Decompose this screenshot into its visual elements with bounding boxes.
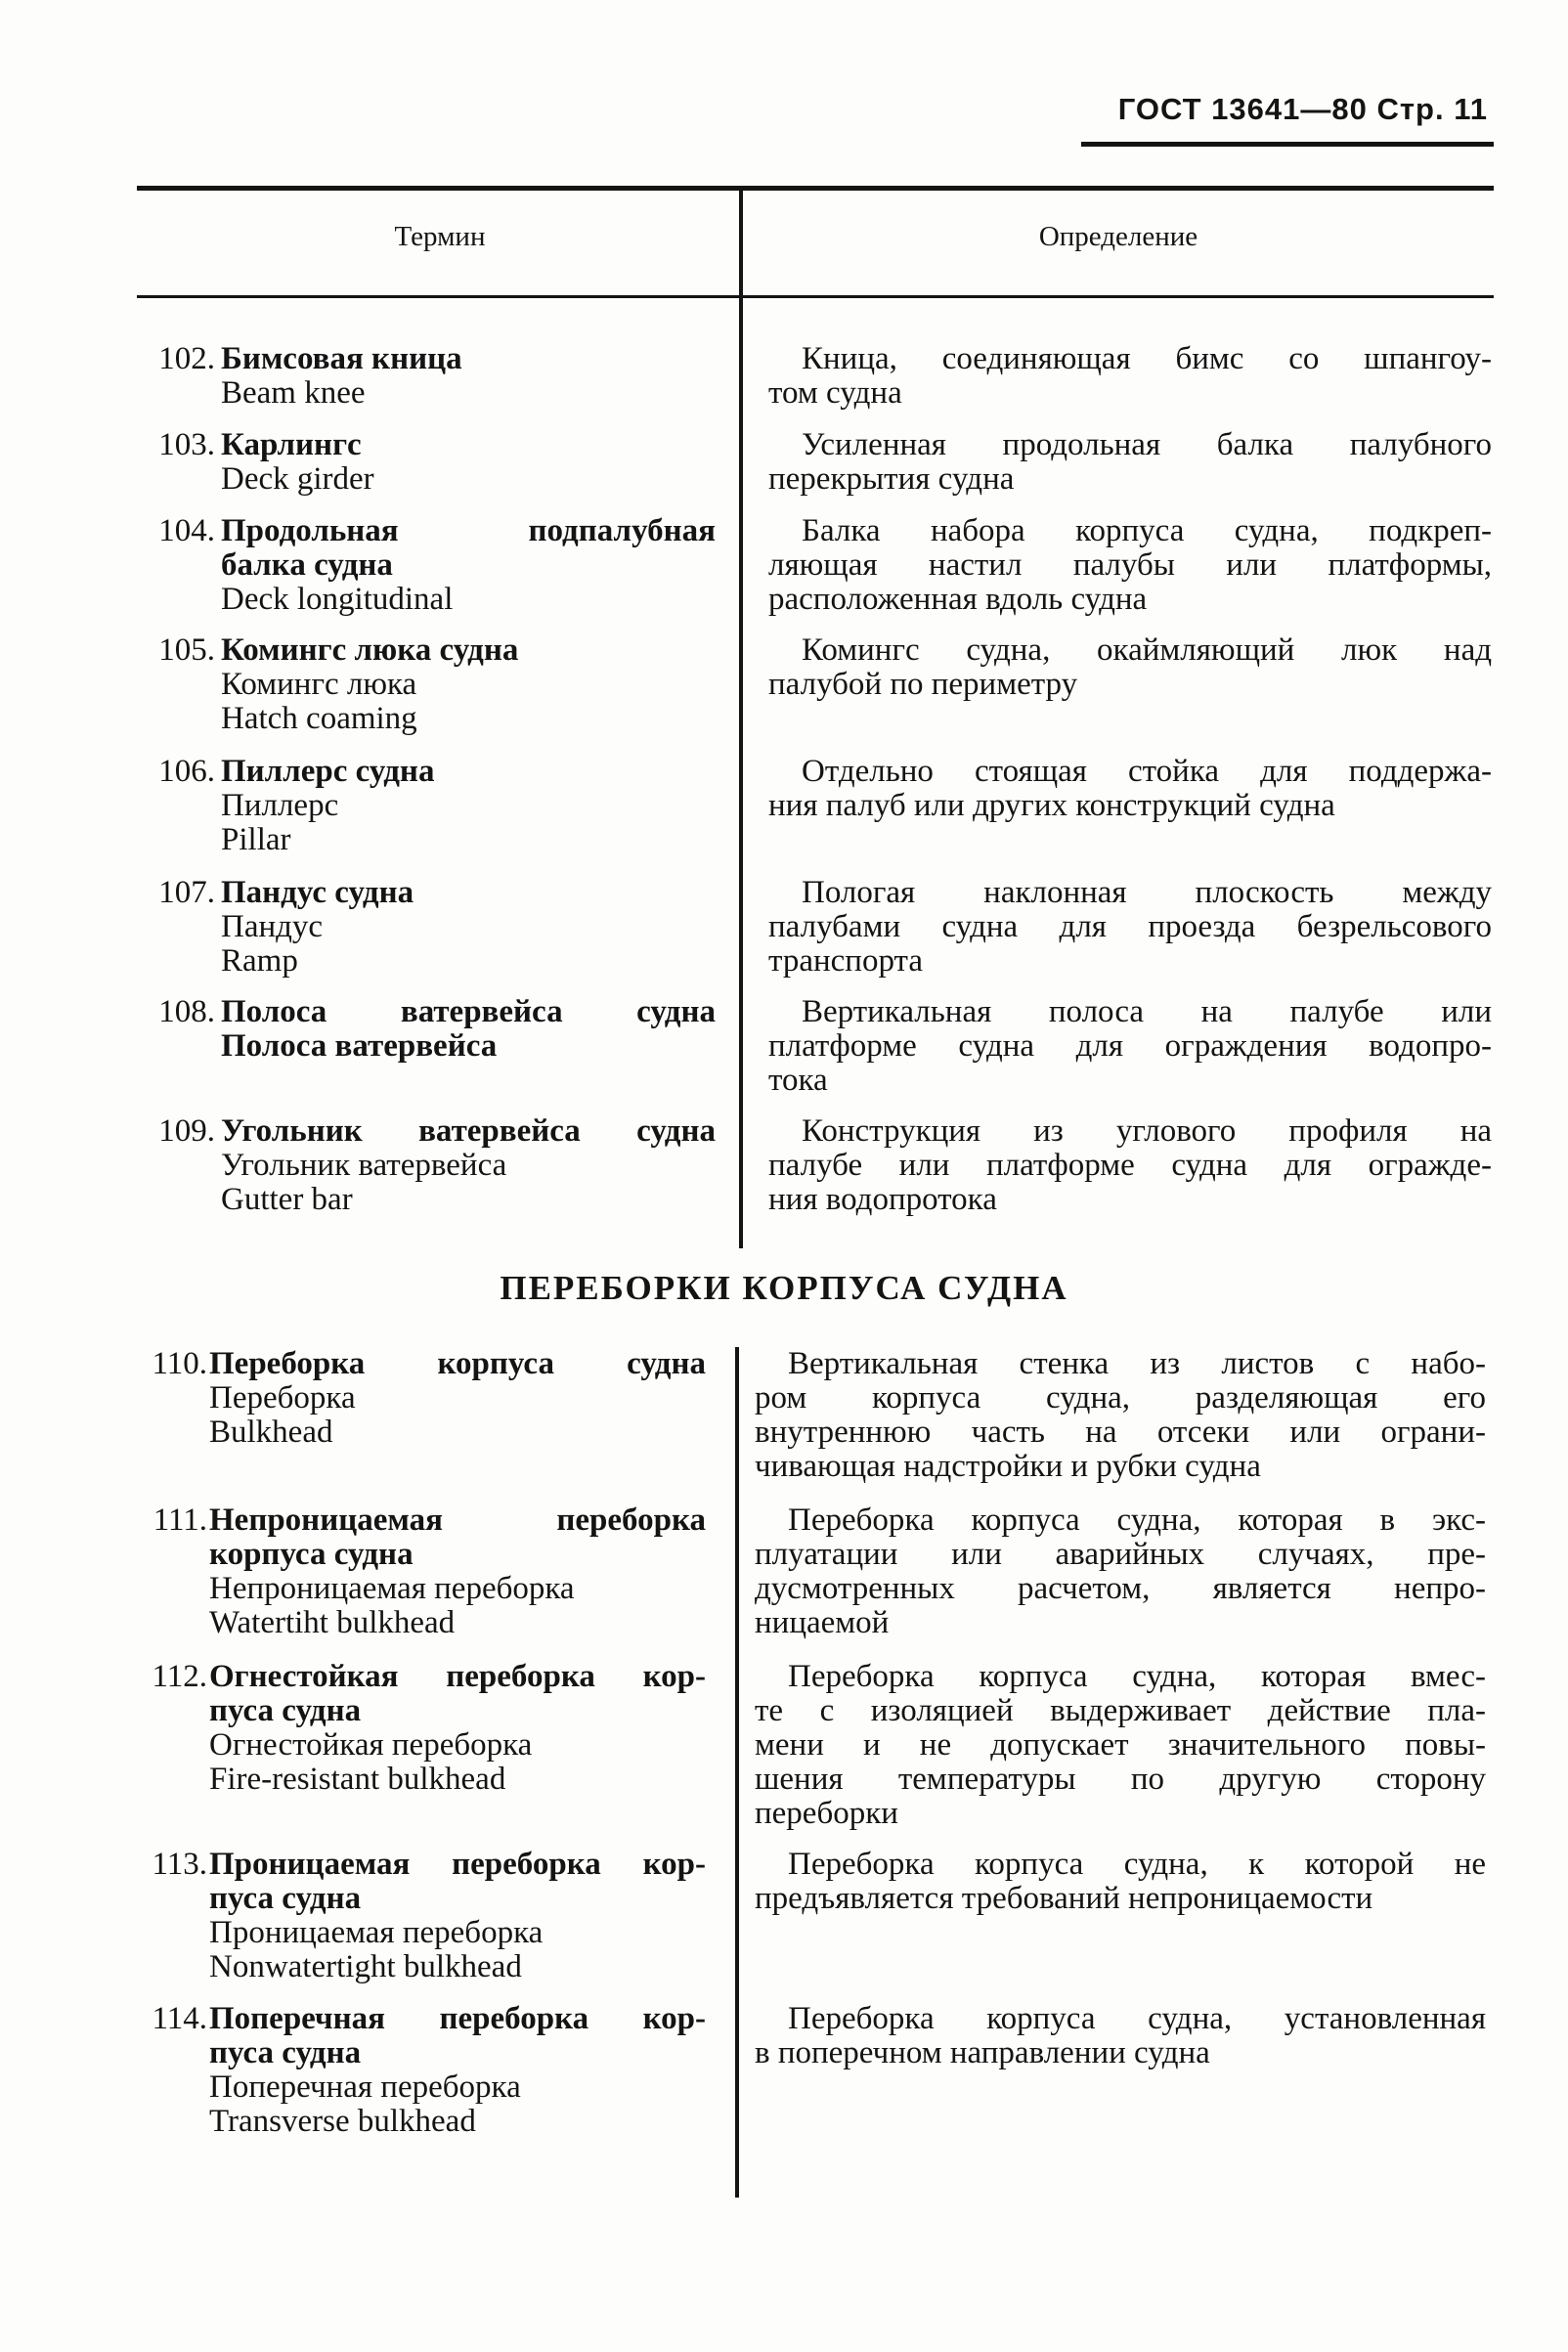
definition-line: перекрытия судна [768,461,1015,497]
definition-line: Переборка корпуса судна, которая вмес- [788,1659,1486,1694]
term-synonym: Fire-resistant bulkhead [209,1762,506,1797]
definition-line: переборки [755,1796,898,1831]
definition-line: Вертикальная стенка из листов с набо- [788,1346,1486,1381]
term-name: Переборка корпуса судна [209,1346,706,1381]
term-synonym: Gutter bar [221,1182,353,1217]
term-synonym: Bulkhead [209,1415,333,1450]
definition-line: ния водопротока [768,1182,997,1217]
term-synonym: Огнестойкая переборка [209,1727,533,1763]
entry-term [221,342,716,411]
entry-term [209,1848,706,1984]
term-name: Комингс люка судна [221,632,519,668]
entry-definition [755,1848,1486,1916]
term-name: Полоса ватервейса судна [221,994,716,1029]
column-header-definition: Определение [1038,221,1198,252]
entry-term [221,995,716,1064]
term-synonym: Непроницаемая переборка [209,1571,575,1606]
entry-term [221,1114,716,1217]
term-name: Угольник ватервейса судна [221,1113,716,1149]
entry-term [209,2002,706,2139]
definition-line: том судна [768,375,902,411]
term-name: Пиллерс судна [221,754,435,789]
definition-line: те с изоляцией выдерживает действие пла- [755,1693,1486,1728]
definition-line: Усиленная продольная балка палубного [802,427,1492,462]
standard-number: ГОСТ 13641—80 [1117,92,1368,126]
term-name: Проницаемая переборка кор- [209,1847,706,1882]
definition-line: Отдельно стоящая стойка для поддержа- [802,754,1492,789]
entry-term [221,428,716,497]
definition-line: Переборка корпуса судна, которая в экс- [788,1503,1486,1538]
definition-line: Пологая наклонная плоскость между [802,875,1492,910]
entry-number: 107. [158,875,215,910]
term-synonym: Nonwatertight bulkhead [209,1949,522,1984]
entry-definition [755,2002,1486,2070]
entry-number: 111. [152,1503,207,1538]
entry-definition [755,1503,1486,1640]
definition-line: транспорта [768,943,923,979]
column-header-term: Термин [394,221,486,252]
term-name: корпуса судна [209,1537,414,1572]
term-synonym: Проницаемая переборка [209,1915,544,1950]
entry-term [209,1503,706,1640]
definition-line: Кница, соединяющая бимс со шпангоу- [802,341,1492,376]
entry-definition [755,1347,1486,1484]
definition-line: ницаемой [755,1605,890,1640]
entry-number: 106. [158,754,215,789]
page-number: Стр. 11 [1376,92,1488,126]
term-synonym: Transverse bulkhead [209,2104,476,2139]
entry-definition [768,428,1492,497]
term-name: Бимсовая кница [221,341,462,376]
entry-number: 105. [158,632,215,668]
term-synonym: Deck girder [221,461,374,497]
column-divider-lower [735,1347,739,2198]
entry-definition [755,1660,1486,1831]
term-name: пуса судна [209,2035,362,2070]
term-synonym: Ramp [221,943,298,979]
definition-line: ром корпуса судна, разделяющая его [755,1380,1486,1416]
term-name: балка судна [221,547,393,583]
entry-term [209,1660,706,1797]
entry-definition [768,1114,1492,1217]
term-synonym: Поперечная переборка [209,2069,521,2105]
definition-line: плуатации или аварийных случаях, пре- [755,1537,1486,1572]
entry-definition [768,876,1492,979]
entry-term [209,1347,706,1450]
entry-definition [768,995,1492,1098]
column-divider-upper [739,191,743,1248]
entry-definition [768,633,1492,702]
definition-line: ния палуб или других конструкций судна [768,788,1335,823]
definition-line: дусмотренных расчетом, является непро- [755,1571,1486,1606]
term-synonym: Watertiht bulkhead [209,1605,456,1640]
table-header-rule [137,295,1494,298]
definition-line: платформе судна для ограждения водопро- [768,1028,1492,1064]
term-synonym: Пандус [221,909,324,944]
term-name: Огнестойкая переборка кор- [209,1659,706,1694]
term-synonym: Пиллерс [221,788,339,823]
definition-line: Комингс судна, окаймляющий люк над [802,632,1492,668]
entry-term [221,755,716,857]
definition-line: тока [768,1063,828,1098]
definition-line: палубой по периметру [768,667,1078,702]
definition-line: Вертикальная полоса на палубе или [802,994,1492,1029]
entry-number: 102. [158,341,215,376]
term-name: Полоса ватервейса [221,1028,498,1064]
entry-number: 109. [158,1113,215,1149]
entry-number: 114. [152,2001,207,2036]
definition-line: чивающая надстройки и рубки судна [755,1449,1261,1484]
entry-number: 108. [158,994,215,1029]
entry-definition [768,514,1492,617]
entry-number: 104. [158,513,215,548]
definition-line: палубами судна для проезда безрельсового [768,909,1492,944]
term-synonym: Угольник ватервейса [221,1148,507,1183]
term-synonym: Deck longitudinal [221,582,454,617]
term-name: пуса судна [209,1693,362,1728]
definition-line: палубе или платформе судна для огражде- [768,1148,1492,1183]
definition-line: Переборка корпуса судна, установленная [788,2001,1486,2036]
definition-line: внутреннюю часть на отсеки или ограни- [755,1415,1486,1450]
entry-definition [768,755,1492,823]
entry-number: 112. [152,1659,207,1694]
term-synonym: Комингс люка [221,667,417,702]
section-title: ПЕРЕБОРКИ КОРПУСА СУДНА [500,1269,1068,1307]
definition-line: в поперечном направлении судна [755,2035,1210,2070]
definition-line: ляющая настил палубы или платформы, [768,547,1492,583]
definition-line: расположенная вдоль судна [768,582,1148,617]
definition-line: Балка набора корпуса судна, подкреп- [802,513,1492,548]
entry-term [221,514,716,617]
definition-line: предъявляется требований непроницаемости [755,1881,1373,1916]
entry-number: 113. [152,1847,207,1882]
table-top-rule [137,186,1494,191]
page-header [1118,92,1488,127]
header-underline [1081,142,1494,147]
definition-line: Переборка корпуса судна, к которой не [788,1847,1486,1882]
term-name: Карлингс [221,427,362,462]
definition-line: шения температуры по другую сторону [755,1762,1486,1797]
entry-term [221,876,716,979]
term-synonym: Pillar [221,822,291,857]
entry-definition [768,342,1492,411]
term-name: Продольная подпалубная [221,513,716,548]
definition-line: мени и не допускает значительного повы- [755,1727,1486,1763]
term-name: Пандус судна [221,875,414,910]
term-synonym: Beam knee [221,375,366,411]
term-name: Поперечная переборка кор- [209,2001,706,2036]
entry-term [221,633,716,736]
term-synonym: Hatch coaming [221,701,417,736]
term-name: Непроницаемая переборка [209,1503,706,1538]
entry-number: 110. [152,1346,207,1381]
term-synonym: Переборка [209,1380,356,1416]
entry-number: 103. [158,427,215,462]
definition-line: Конструкция из углового профиля на [802,1113,1492,1149]
term-name: пуса судна [209,1881,362,1916]
